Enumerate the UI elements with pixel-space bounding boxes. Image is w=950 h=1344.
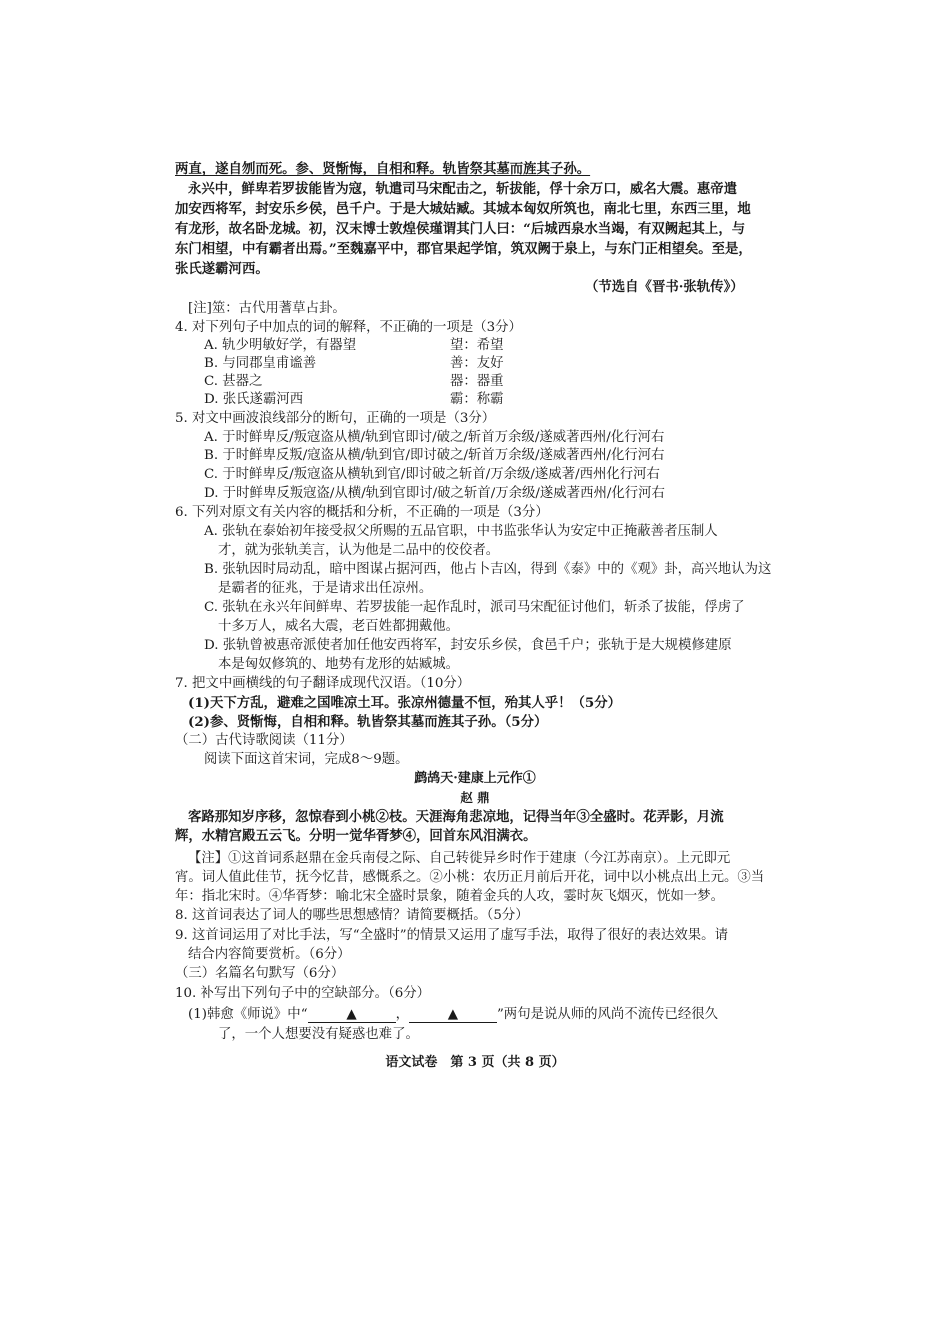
fill-blank-1-cont: 了，一个人想要没有疑惑也难了。 <box>218 1027 419 1042</box>
poem-line: 客路那知岁序移，忽惊春到小桃②枝。天涯海角悲凉地，记得当年③全盛时。花弄影，月流 <box>188 809 724 825</box>
poem-title: 鹧鸪天·建康上元作① <box>414 771 536 786</box>
option-5d: D. 于时鲜卑反叛寇盗/从横/轨到官即讨/破之斩首/万余级/遂威著西州/化行河右 <box>204 486 665 501</box>
option-4a: A. 轨少明敏好学，有器望 <box>204 338 357 353</box>
question-10: 10. 补写出下列句子中的空缺部分。（6分） <box>175 986 431 1001</box>
option-5b: B. 于时鲜卑反叛/寇盗从横/轨到官/即讨破之/斩首万余级/遂威著西州/化行河右 <box>204 448 665 463</box>
translation-item-2: (2)参、贤惭悔，自相和释。轨皆祭其墓而旌其子孙。（5分） <box>188 714 548 730</box>
question-6: 6. 下列对原文有关内容的概括和分析，不正确的一项是（3分） <box>175 505 549 520</box>
poem-line: 辉，水精宫殿五云飞。分明一觉华胥梦④，回首东风泪满衣。 <box>175 828 537 844</box>
option-6b-cont: 是霸者的征兆，于是请求出任凉州。 <box>218 581 433 596</box>
answer-blank-2[interactable]: ▲ <box>409 1008 497 1023</box>
source-citation: （节选自《晋书·张轨传》） <box>585 279 744 295</box>
option-6b: B. 张轨因时局动乱，暗中图谋占据河西，他占卜吉凶，得到《泰》中的《观》卦，高兴地认为这 <box>204 562 772 577</box>
option-6a-cont: 才，就为张轨美言，认为他是二品中的佼佼者。 <box>218 543 500 558</box>
option-4d: D. 张氏遂霸河西 <box>204 392 304 407</box>
option-4c: C. 甚器之 <box>204 374 263 389</box>
fill-blank-1: (1)韩愈《师说》中“ ▲ ， ▲ ”两句是说从师的风尚不流传已经很久 <box>188 1007 719 1022</box>
question-4: 4. 对下列句子中加点的词的解释，不正确的一项是（3分） <box>175 320 522 335</box>
answer-blank-1[interactable]: ▲ <box>308 1008 396 1023</box>
poem-note: 宵。词人值此佳节，抚今忆昔，感慨系之。②小桃：农历正月前后开花，词中以小桃点出上元。③当 <box>175 870 765 885</box>
gloss-4b: 善：友好 <box>450 356 504 371</box>
option-6c: C. 张轨在永兴年间鲜卑、若罗拔能一起作乱时，派司马宋配征讨他们，斩杀了拔能，俘虏了 <box>204 600 745 615</box>
question-9: 9. 这首词运用了对比手法，写“全盛时”的情景又运用了虚写手法，取得了很好的表达效果。请 <box>175 928 728 943</box>
option-6d-cont: 本是匈奴修筑的、地势有龙形的姑臧城。 <box>218 657 460 672</box>
passage-line: 张氏遂霸河西。 <box>175 261 269 277</box>
question-8: 8. 这首词表达了词人的哪些思想感情？请简要概括。（5分） <box>175 908 529 923</box>
question-7: 7. 把文中画横线的句子翻译成现代汉语。（10分） <box>175 676 471 691</box>
poem-note: 【注】①这首词系赵鼎在金兵南侵之际、自己转徙异乡时作于建康（今江苏南京）。上元即元 <box>188 851 731 866</box>
passage-line: 加安西将军，封安乐乡侯，邑千户。于是大城姑臧。其城本匈奴所筑也，南北七里，东西三里，地 <box>175 201 751 217</box>
passage-note: [注]筮：古代用蓍草占卦。 <box>188 301 346 316</box>
poem-note: 年：指北宋时。④华胥梦：喻北宋全盛时景象，随着金兵的人攻，霎时灰飞烟灭，恍如一梦。 <box>175 889 725 904</box>
section-heading-recitation: （三）名篇名句默写（6分） <box>175 966 345 981</box>
option-4b: B. 与同郡皇甫谧善 <box>204 356 317 371</box>
poem-author: 赵 鼎 <box>460 790 490 805</box>
passage-line: 有龙形，故名卧龙城。初，汉末博士敦煌侯瑾谓其门人曰：“后城西泉水当竭，有双阙起其上，与 <box>175 221 746 237</box>
gloss-4d: 霸：称霸 <box>450 392 504 407</box>
option-6d: D. 张轨曾被惠帝派使者加任他安西将军，封安乐乡侯，食邑千户；张轨于是大规模修建原 <box>204 638 732 653</box>
question-5: 5. 对文中画波浪线部分的断句，正确的一项是（3分） <box>175 411 496 426</box>
question-9-cont: 结合内容简要赏析。（6分） <box>188 947 351 962</box>
option-6c-cont: 十多万人，威名大震，老百姓都拥戴他。 <box>218 619 460 634</box>
option-5c: C. 于时鲜卑反/叛寇盗从横轨到官/即讨破之斩首/万余级/遂威著/西州化行河右 <box>204 467 660 482</box>
gloss-4c: 器：器重 <box>450 374 504 389</box>
passage-line: 两直，遂自刎而死。参、贤惭悔，自相和释。轨皆祭其墓而旌其子孙。 <box>175 161 591 177</box>
section-heading-poetry: （二）古代诗歌阅读（11分） <box>175 733 353 748</box>
gloss-4a: 望：希望 <box>450 338 504 353</box>
translation-item-1: (1)天下方乱，避难之国唯凉土耳。张凉州德量不恒，殆其人乎！（5分） <box>188 695 622 711</box>
option-5a: A. 于时鲜卑反/叛寇盗从横/轨到官即讨/破之/斩首万余级/遂威著西州/化行河右 <box>204 430 665 445</box>
option-6a: A. 张轨在泰始初年接受叔父所赐的五品官职，中书监张华认为安定中正掩蔽善者压制人 <box>204 524 718 539</box>
poetry-instructions: 阅读下面这首宋词，完成8～9题。 <box>204 752 409 767</box>
passage-line: 东门相望，中有霸者出焉。”至魏嘉平中，郡官果起学馆，筑双阙于泉上，与东门正相望矣。至是， <box>175 241 752 257</box>
page-footer: 语文试卷 第 3 页（共 8 页） <box>385 1055 565 1070</box>
passage-line: 永兴中，鲜卑若罗拔能皆为寇，轨遣司马宋配击之，斩拔能，俘十余万口，威名大震。惠帝遣 <box>188 181 738 197</box>
